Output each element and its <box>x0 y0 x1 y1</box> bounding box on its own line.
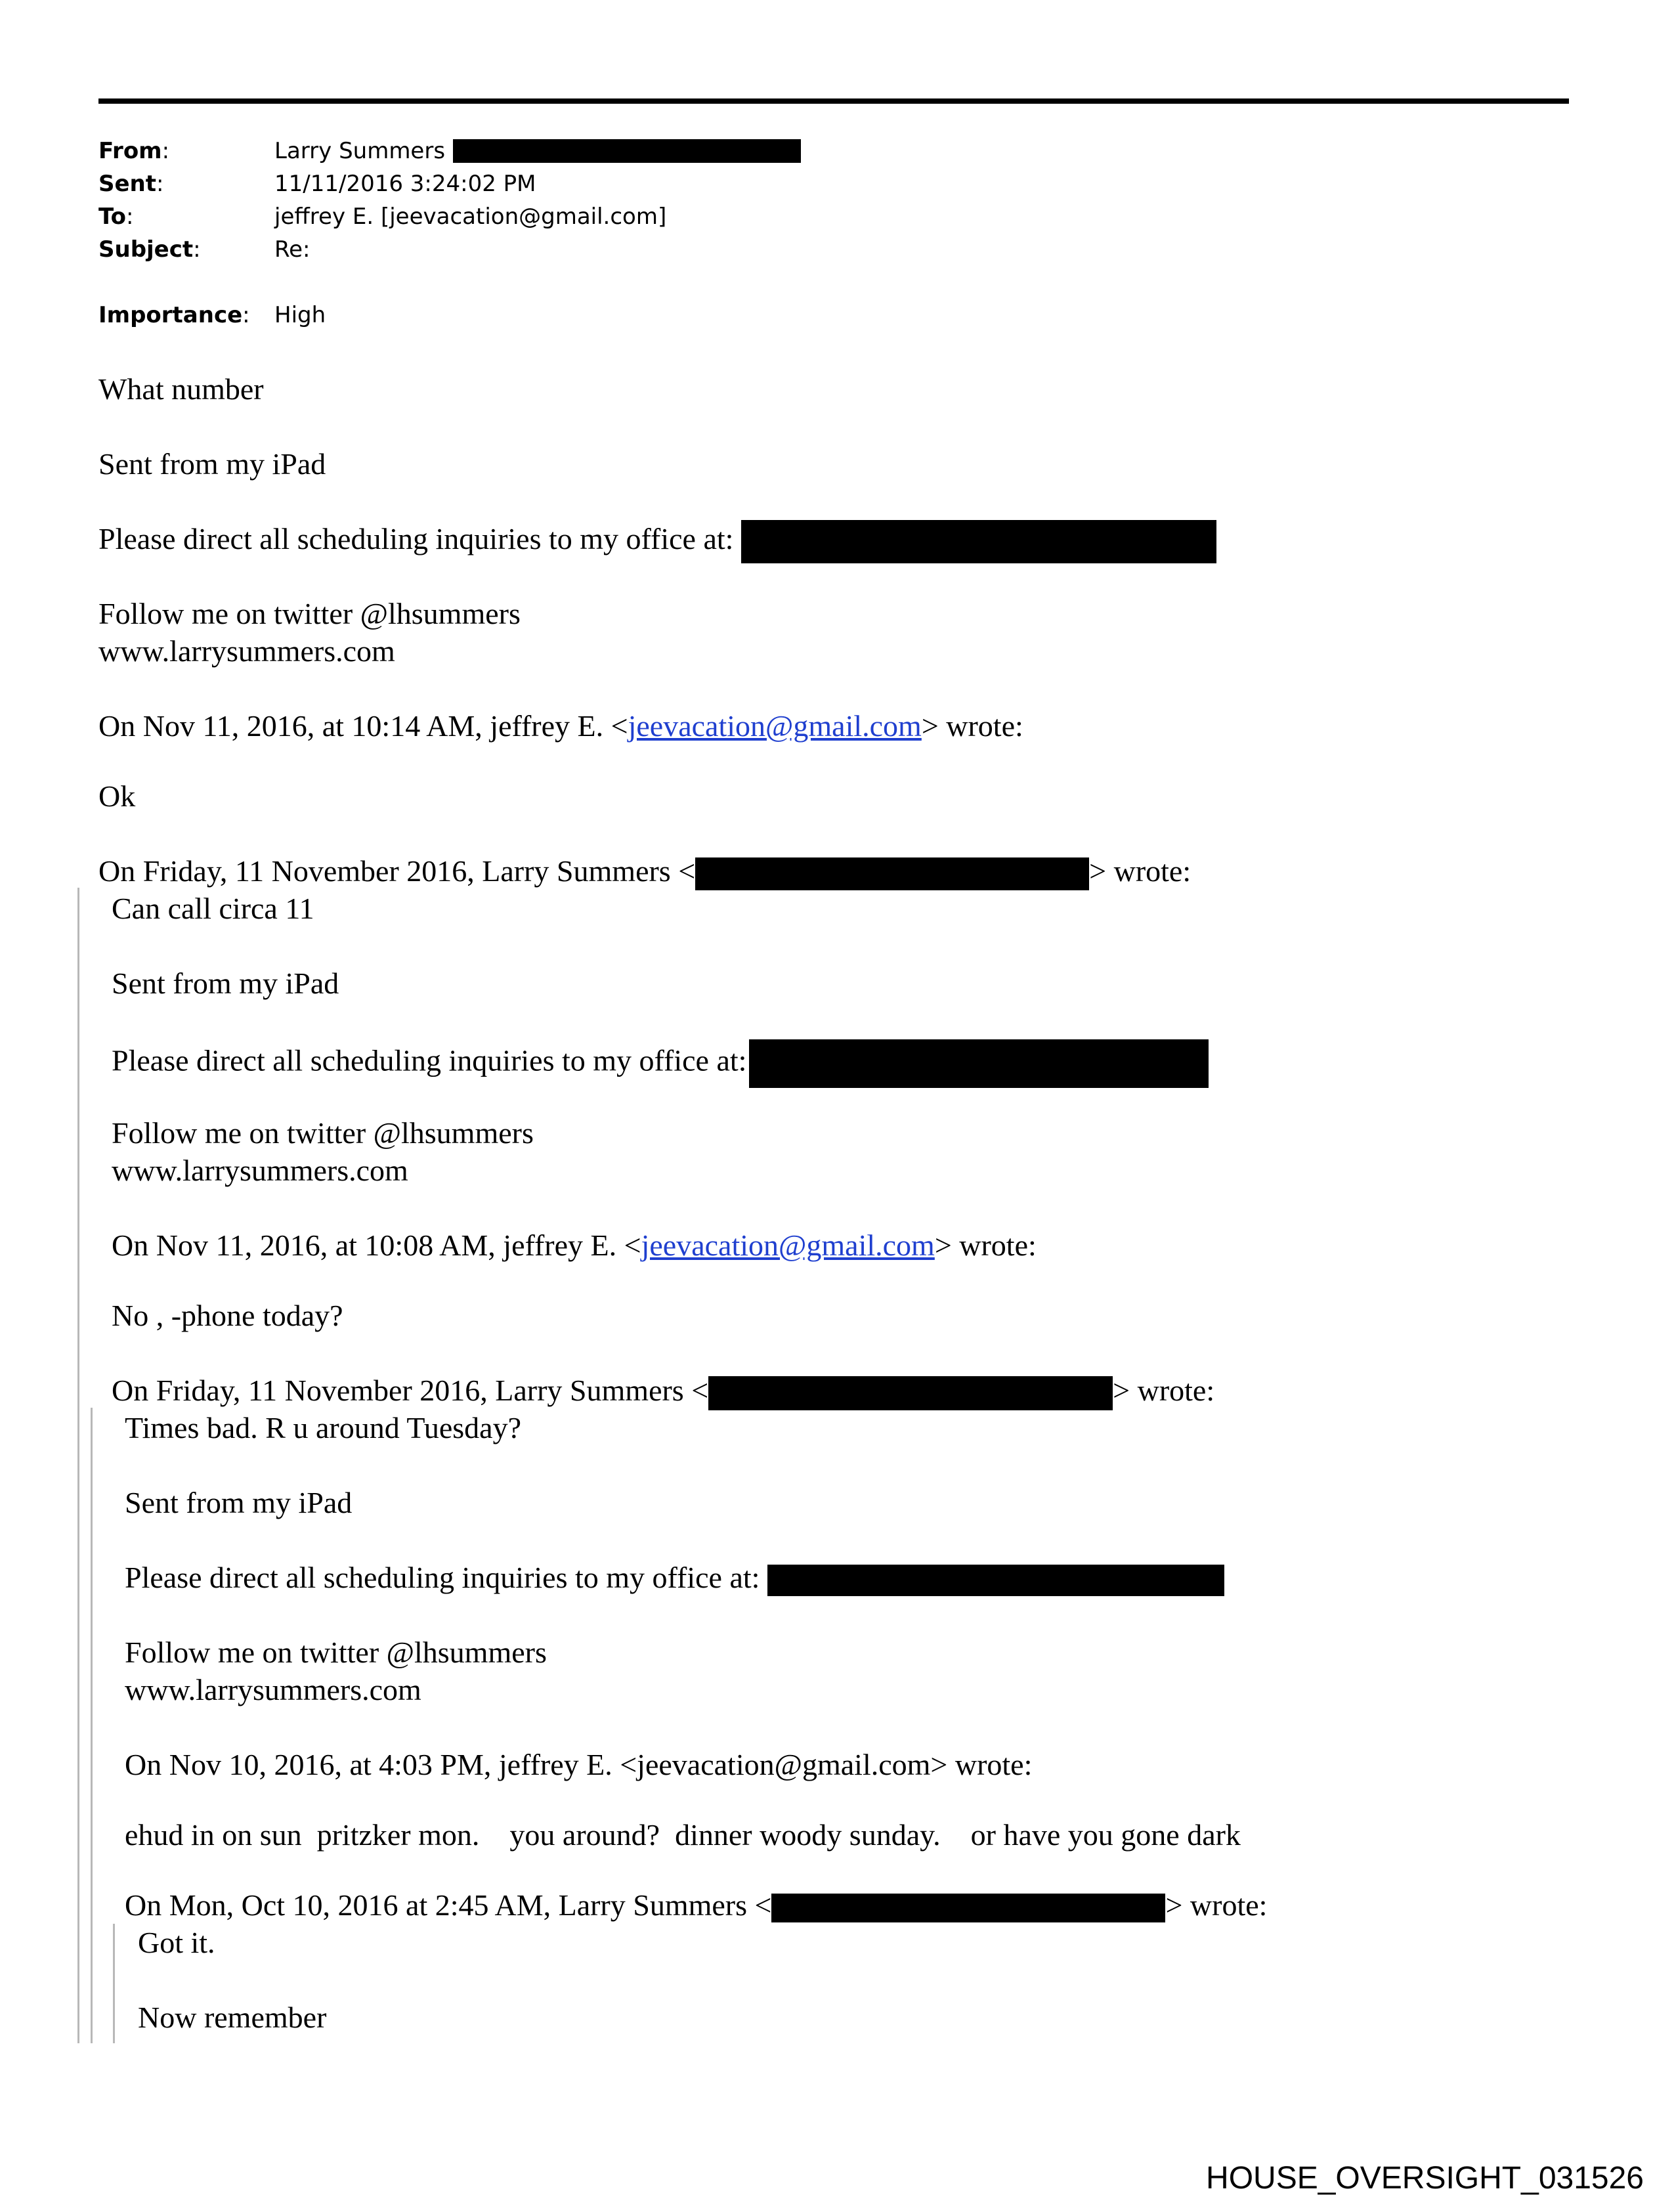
to-row: To: jeffrey E. [jeevacation@gmail.com] <box>98 204 667 230</box>
quote-text: Got it. <box>138 1926 215 1959</box>
subject-row: Subject: Re: <box>98 236 311 263</box>
email-header <box>98 135 801 332</box>
sent-value: 11/11/2016 3:24:02 PM <box>274 171 536 197</box>
redaction-bar <box>741 520 1216 563</box>
quote-bar <box>91 1408 93 2043</box>
quote-text: Can call circa 11 <box>112 892 314 925</box>
quote-intro: On Nov 10, 2016, at 4:03 PM, jeffrey E. <jeevacation@gmail.com> wrote: <box>125 1748 1033 1781</box>
importance-value: High <box>274 302 326 328</box>
subject-label: Subject <box>98 236 194 263</box>
quote-text: Now remember <box>138 2001 327 2034</box>
signoff: Sent from my iPad <box>98 447 326 481</box>
signoff: Sent from my iPad <box>125 1486 353 1519</box>
quote-text: Times bad. R u around Tuesday? <box>125 1411 521 1444</box>
signoff: Sent from my iPad <box>112 966 339 1000</box>
quote-intro: On Friday, 11 November 2016, Larry Summers < > wrote: <box>112 1372 1214 1410</box>
website-line: www.larrysummers.com <box>98 634 395 668</box>
quote-intro: On Mon, Oct 10, 2016 at 2:45 AM, Larry Summers < > wrote: <box>125 1888 1268 1922</box>
sent-label: Sent <box>98 171 157 197</box>
email-link[interactable]: jeevacation@gmail.com <box>641 1228 935 1262</box>
redaction-bar <box>771 1894 1165 1922</box>
subject-value: Re: <box>274 236 311 263</box>
email-link[interactable]: jeevacation@gmail.com <box>628 709 922 743</box>
twitter-line: Follow me on twitter @lhsummers <box>98 597 521 630</box>
to-value: jeffrey E. [jeevacation@gmail.com] <box>274 204 667 230</box>
quote-intro: On Friday, 11 November 2016, Larry Summers < > wrote: <box>98 852 1191 890</box>
quote-bar <box>113 1924 115 2043</box>
from-label: From <box>98 138 162 164</box>
quote-text: No , -phone today? <box>112 1299 343 1332</box>
quote-text: ehud in on sun pritzker mon. you around? dinner woody sunday. or have you gone dark <box>125 1818 1241 1852</box>
from-row: From: Larry Summers <box>98 135 801 167</box>
quote-text: Ok <box>98 779 136 813</box>
header-rule <box>98 98 1569 104</box>
scheduling-line: Please direct all scheduling inquiries to my office at: <box>112 1039 1209 1088</box>
quote-intro: On Nov 11, 2016, at 10:14 AM, jeffrey E. <jeevacation@gmail.com> wrote: <box>98 709 1023 743</box>
website-line: www.larrysummers.com <box>125 1673 421 1706</box>
redaction-bar <box>695 857 1089 890</box>
website-line: www.larrysummers.com <box>112 1154 408 1187</box>
redaction-bar <box>453 139 801 163</box>
quote-intro: On Nov 11, 2016, at 10:08 AM, jeffrey E. <jeevacation@gmail.com> wrote: <box>112 1228 1037 1262</box>
redaction-bar <box>708 1376 1113 1410</box>
quote-bar <box>77 888 79 2043</box>
bates-number: HOUSE_OVERSIGHT_031526 <box>1206 2161 1644 2196</box>
importance-label: Importance <box>98 302 243 328</box>
sent-row: Sent: 11/11/2016 3:24:02 PM <box>98 171 536 197</box>
twitter-line: Follow me on twitter @lhsummers <box>125 1636 547 1669</box>
scheduling-line: Please direct all scheduling inquiries to my office at: <box>98 520 1216 563</box>
twitter-line: Follow me on twitter @lhsummers <box>112 1116 534 1150</box>
importance-row: Importance: High <box>98 302 326 328</box>
redaction-bar <box>749 1039 1209 1088</box>
to-label: To <box>98 204 127 230</box>
scheduling-line: Please direct all scheduling inquiries to my office at: <box>125 1559 1224 1596</box>
redaction-bar <box>767 1565 1224 1596</box>
message-text: What number <box>98 372 264 406</box>
from-value: Larry Summers <box>274 138 446 164</box>
